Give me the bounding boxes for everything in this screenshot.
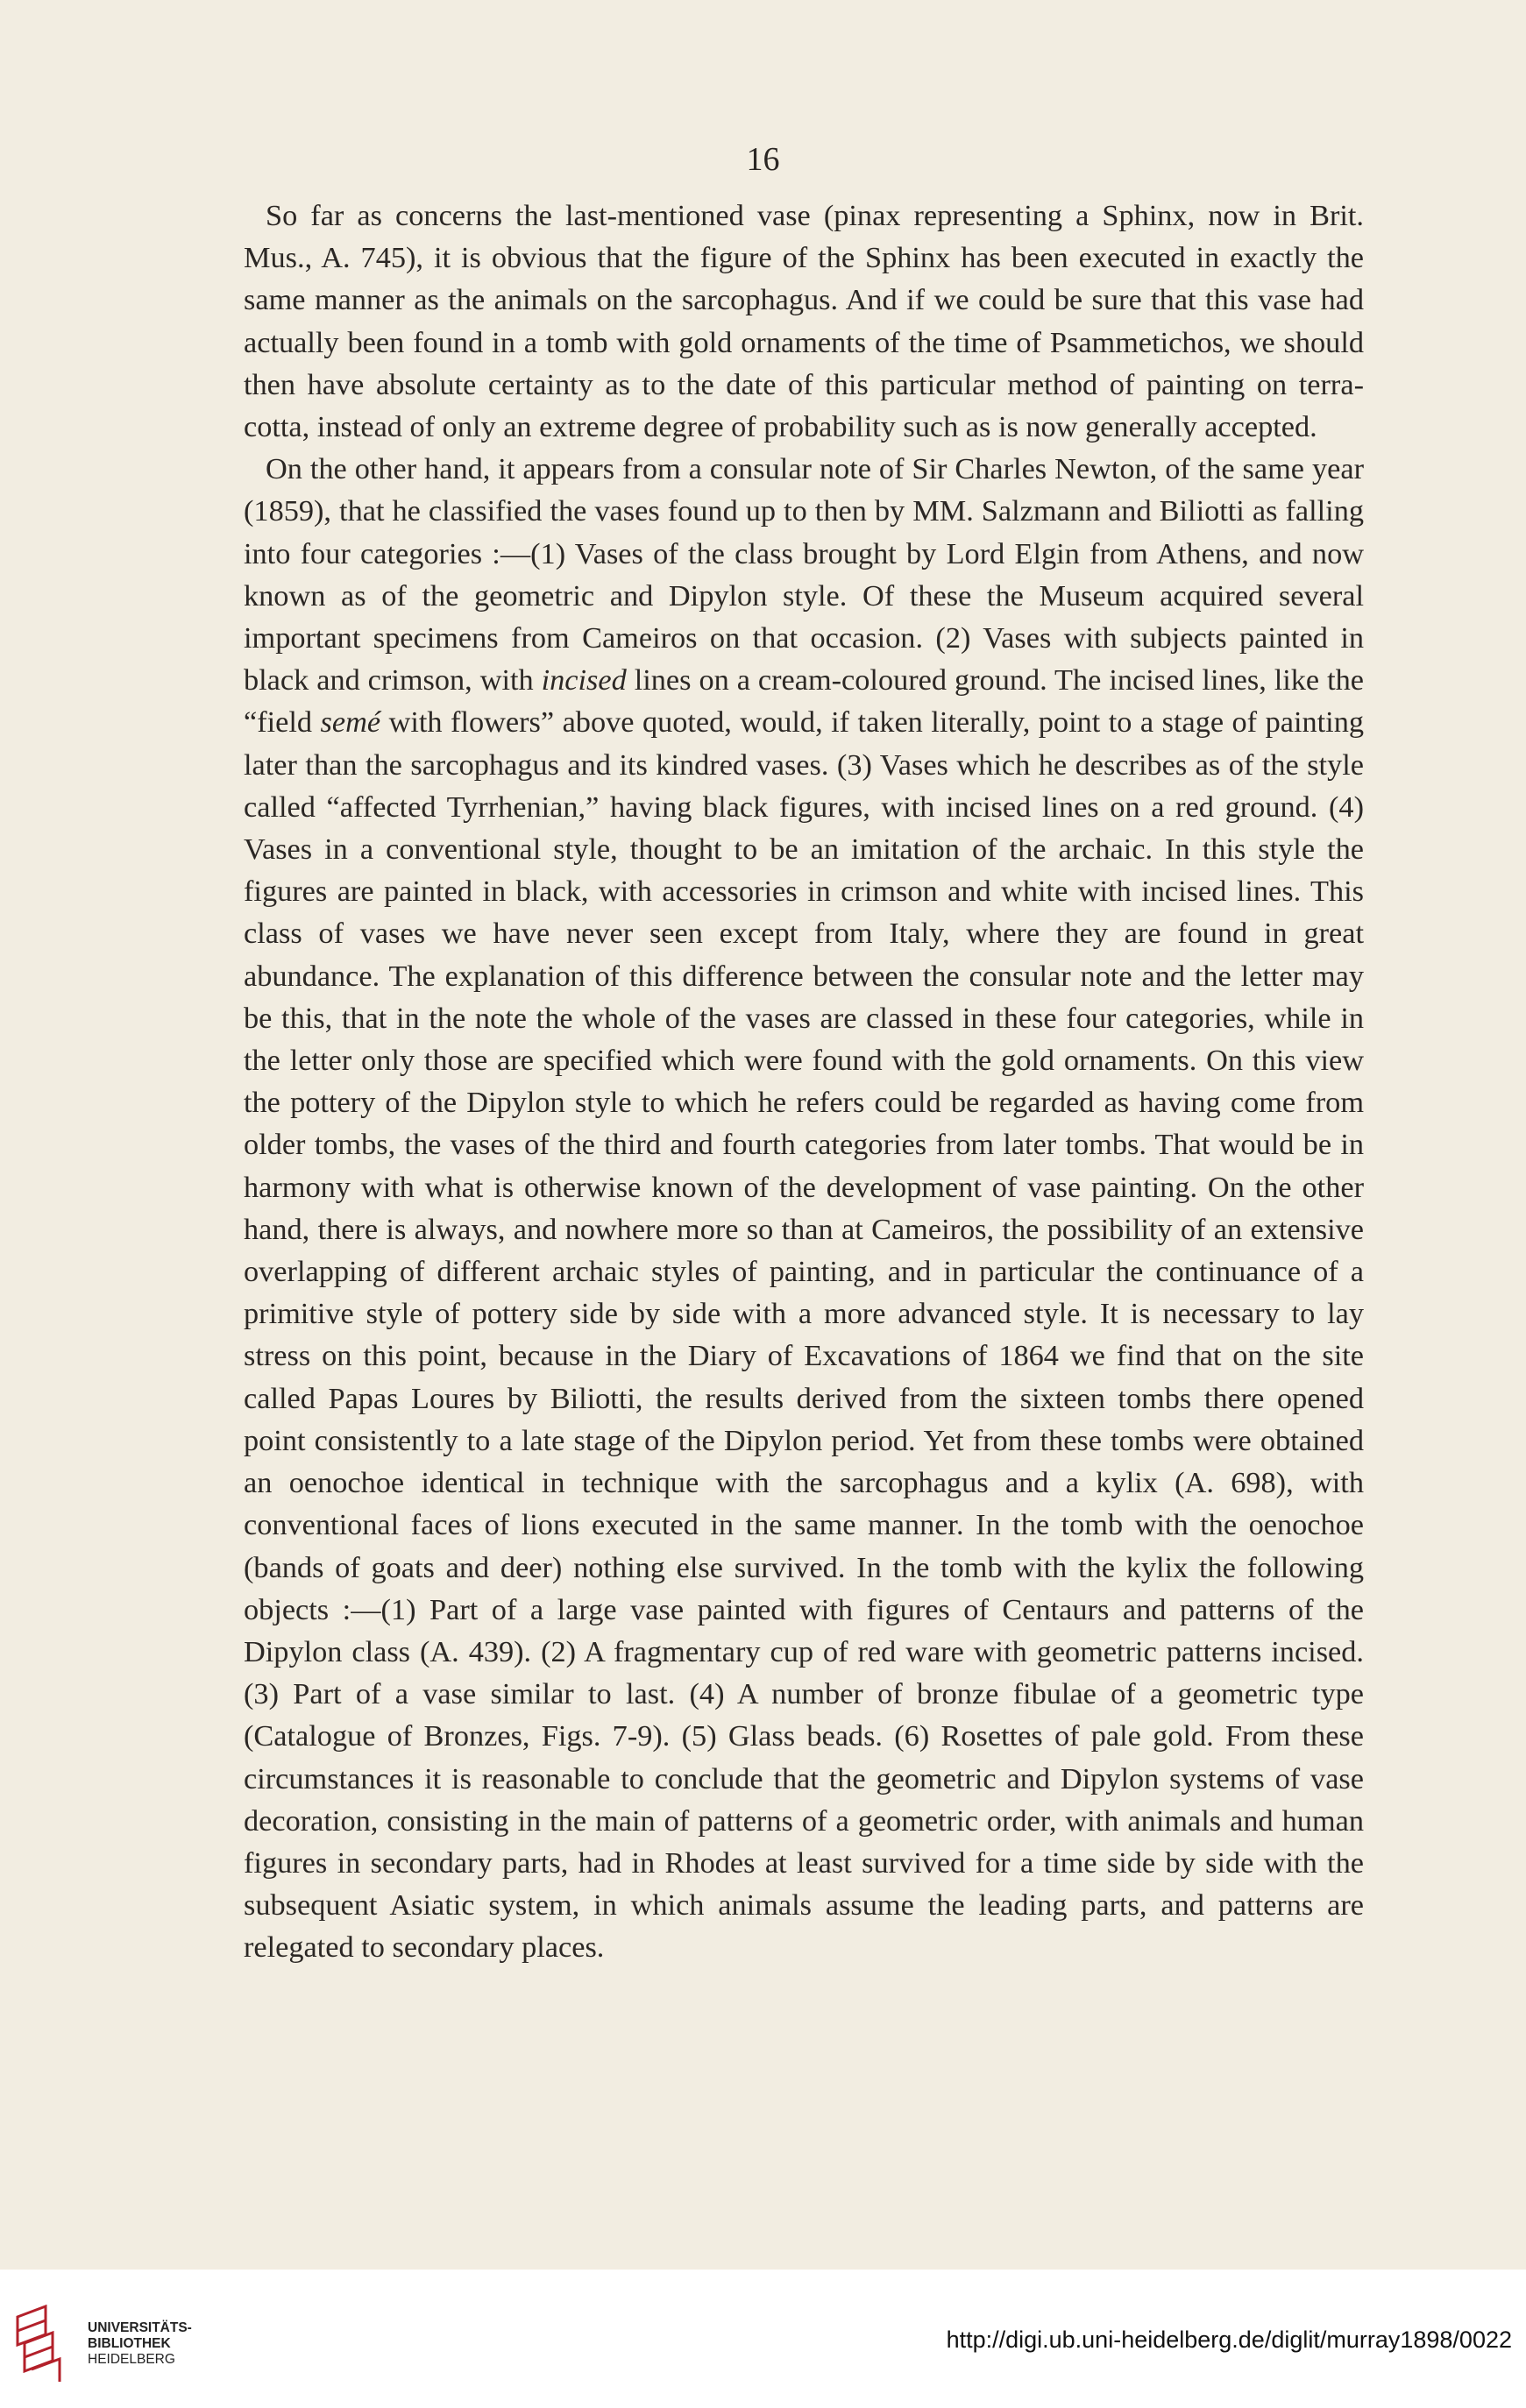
library-line-1: UNIVERSITÄTS-	[88, 2320, 192, 2335]
paragraph-1	[244, 195, 1364, 448]
library-name	[88, 2320, 192, 2368]
page-number: 16	[746, 141, 780, 178]
paragraph-1-text: So far as concerns the last-mentioned vase (pinax representing a Sphinx, now in Brit. Mus., A. 745), it is obvious that the figure of the Sphinx has been executed in exactly the same manner as the animals on the sarcophagus. And if we could be sure that this vase had actually been found in a tomb with gold ornaments of the time of Psammetichos, we should then have absolute certainty as to the date of this particular method of painting on terra-cotta, instead of only an extreme degree of probability such as is now generally accepted.	[244, 199, 1364, 444]
paragraph-2	[244, 448, 1364, 1968]
footer	[0, 2270, 1526, 2408]
paragraph-2-text-a: On the other hand, it appears from a consular note of Sir Charles Newton, of the same year (1859), that he classified the vases found up to then by MM. Salzmann and Biliotti as falling into four categories :—(1) Vases of the class brought by Lord Elgin from Athens, and now known as of the geometric and Dipylon style. Of these the Museum acquired several important specimens from Cameiros on that occasion. (2) Vases with subjects painted in black and crimson, with	[244, 452, 1364, 698]
paragraph-2-text-b: lines on a cream-coloured ground. The incised lines, like the “field	[244, 663, 1364, 740]
university-library-logo-icon	[11, 2305, 75, 2383]
italic-seme: semé	[320, 705, 381, 740]
body-text	[244, 195, 1364, 1969]
source-url-link[interactable]: http://digi.ub.uni-heidelberg.de/diglit/murray1898/0022	[946, 2327, 1512, 2353]
paragraph-2-text-c: with flowers” above quoted, would, if taken literally, point to a stage of painting later than the sarcophagus and its kindred vases. (3) Vases which he describes as of the style called “affected Tyrrhenian,” having black figures, with incised lines on a red ground. (4) Vases in a conventional style, thought to be an imitation of the archaic. In this style the figures are painted in black, with accessories in crimson and white with incised lines. This class of vases we have never seen except from Italy, where they are found in great abundance. The explanation of this difference between the consular note and the letter may be this, that in the note the whole of the vases are classed in these four categories, while in the letter only those are specified which were found with the gold ornaments. On this view the pottery of the Dipylon style to which he refers could be regarded as having come from older tombs, the vases of the third and fourth categories from later tombs. That would be in harmony with what is otherwise known of the development of vase painting. On the other hand, there is always, and nowhere more so than at Cameiros, the possibility of an extensive overlapping of different archaic styles of painting, and in particular the continuance of a primitive style of pottery side by side with a more advanced style. It is necessary to lay stress on this point, because in the Diary of Excavations of 1864 we find that on the site called Papas Loures by Biliotti, the results derived from the sixteen tombs there opened point consistently to a late stage of the Dipylon period. Yet from these tombs were obtained an oenochoe identical in technique with the sarcophagus and a kylix (A. 698), with conventional faces of lions executed in the same manner. In the tomb with the oenochoe (bands of goats and deer) nothing else survived. In the tomb with the kylix the following objects :—(1) Part of a large vase painted with figures of Centaurs and patterns of the Dipylon class (A. 439). (2) A fragmentary cup of red ware with geometric patterns incised. (3) Part of a vase similar to last. (4) A number of bronze fibulae of a geometric type (Catalogue of Bronzes, Figs. 7-9). (5) Glass beads. (6) Rosettes of pale gold. From these circumstances it is reasonable to conclude that the geometric and Dipylon systems of vase decoration, consisting in the main of patterns of a geometric order, with animals and human figures in secondary parts, had in Rhodes at least survived for a time side by side with the subsequent Asiatic system, in which animals assume the leading parts, and patterns are relegated to secondary places.	[244, 705, 1364, 1965]
italic-incised: incised	[541, 663, 627, 698]
library-line-3: HEIDELBERG	[88, 2352, 175, 2367]
library-line-2: BIBLIOTHEK	[88, 2336, 171, 2351]
